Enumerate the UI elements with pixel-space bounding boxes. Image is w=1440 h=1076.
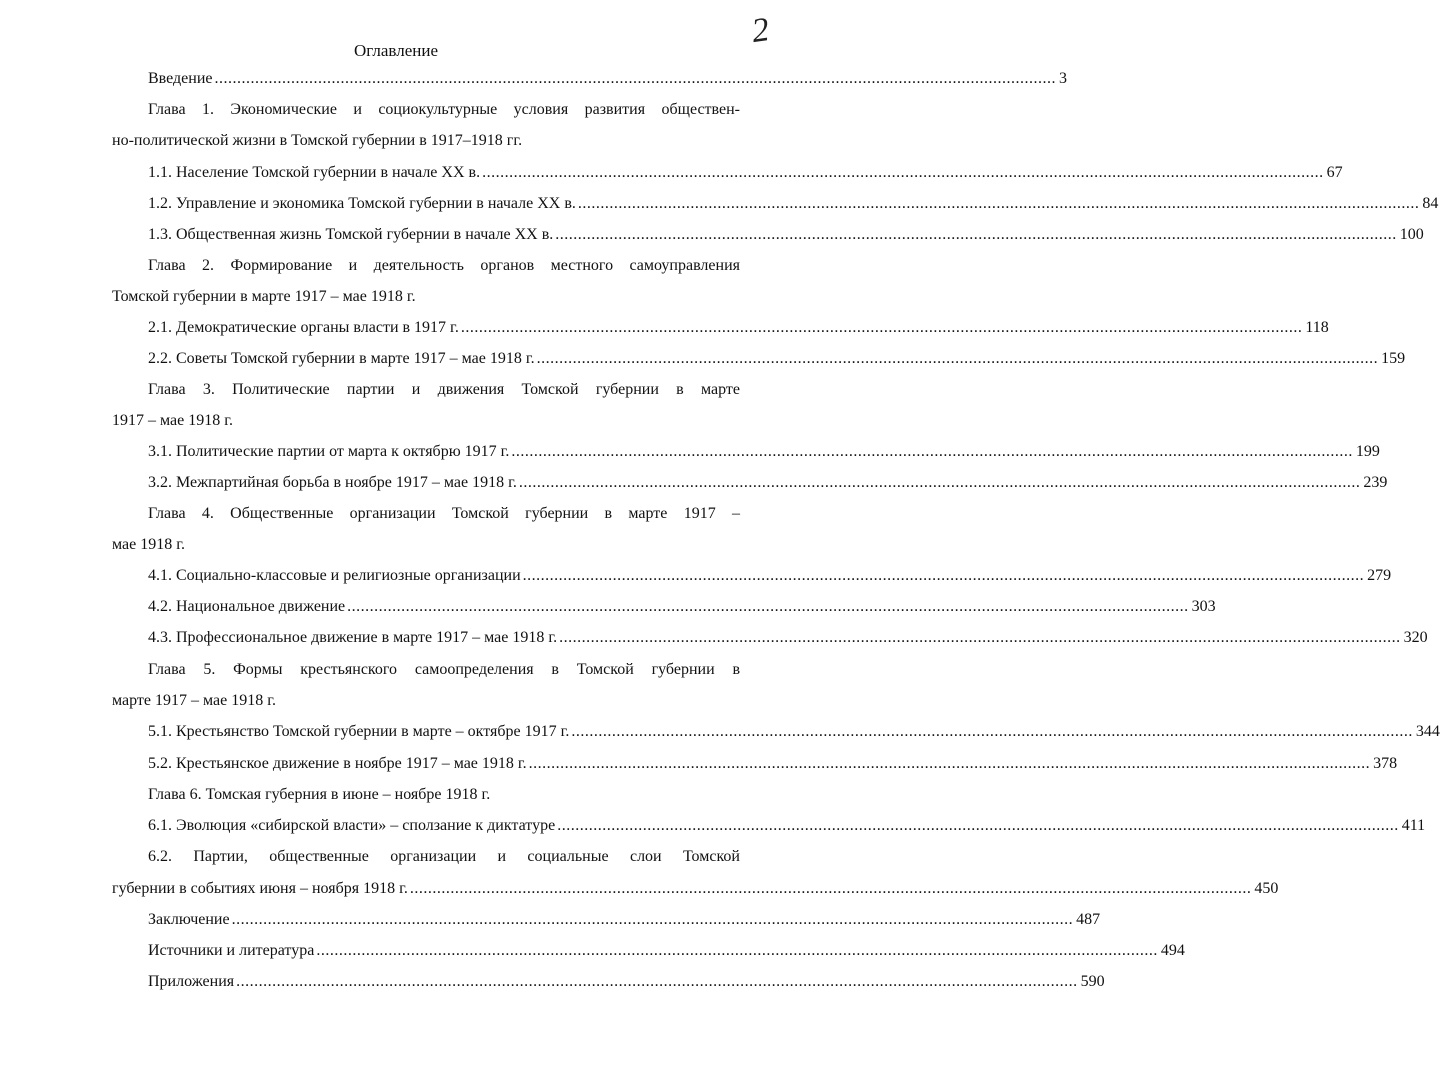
toc-entry-page: 590 bbox=[1080, 973, 1105, 990]
toc-leader-dots: ........................................................................................................................................................................................... bbox=[555, 226, 1397, 243]
toc-entry-page: 239 bbox=[1363, 474, 1388, 491]
toc-leader-dots: ........................................................................................................................................................................................... bbox=[518, 474, 1361, 491]
toc-leader-dots: ........................................................................................................................................................................................... bbox=[214, 70, 1056, 87]
toc-entry-4-1 bbox=[148, 567, 1392, 585]
toc-leader-dots: ........................................................................................................................................................................................... bbox=[460, 319, 1303, 336]
toc-chapter-2-line2: Томской губернии в марте 1917 – мае 1918 г. bbox=[112, 288, 416, 305]
toc-entry-5-2 bbox=[148, 755, 1398, 773]
toc-entry-6-2-line1: 6.2. Партии, общественные организации и социальные слои Томской bbox=[148, 848, 740, 865]
toc-leader-dots: ........................................................................................................................................................................................... bbox=[482, 164, 1324, 181]
toc-entry-page: 100 bbox=[1399, 226, 1424, 243]
toc-entry-label: 2.2. Советы Томской губернии в марте 1917 – мае 1918 г. bbox=[148, 350, 535, 367]
toc-entry-page: 411 bbox=[1401, 817, 1426, 834]
toc-entry-page: 378 bbox=[1373, 755, 1398, 772]
toc-entry-label: 4.3. Профессиональное движение в марте 1917 – мае 1918 г. bbox=[148, 629, 558, 646]
toc-leader-dots: ........................................................................................................................................................................................... bbox=[557, 817, 1399, 834]
page-number: 2 bbox=[749, 11, 772, 51]
toc-chapter-1-line2: но-политической жизни в Томской губернии в 1917–1918 гг. bbox=[112, 132, 523, 149]
toc-chapter-5-line1: Глава 5. Формы крестьянского самоопределения в Томской губернии в bbox=[148, 661, 740, 678]
toc-entry-label: 1.2. Управление и экономика Томской губернии в начале XX в. bbox=[148, 195, 576, 212]
toc-leader-dots: ........................................................................................................................................................................................... bbox=[347, 598, 1189, 615]
toc-entry-appendices bbox=[148, 973, 1105, 991]
toc-entry-label: 4.1. Социально-классовые и религиозные организации bbox=[148, 567, 521, 584]
toc-entry-label: 5.2. Крестьянское движение в ноябре 1917 – мае 1918 г. bbox=[148, 755, 527, 772]
toc-entry-4-2 bbox=[148, 598, 1216, 616]
toc-entry-intro bbox=[148, 70, 1067, 88]
toc-entry-6-2 bbox=[112, 880, 1279, 898]
toc-entry-2-1 bbox=[148, 319, 1329, 337]
toc-entry-label: 3.1. Политические партии от марта к октябрю 1917 г. bbox=[148, 443, 510, 460]
toc-entry-page: 84 bbox=[1422, 195, 1439, 212]
toc-chapter-2-line1: Глава 2. Формирование и деятельность органов местного самоуправления bbox=[148, 257, 740, 274]
toc-entry-label: губернии в событиях июня – ноября 1918 г. bbox=[112, 880, 408, 897]
toc-entry-1-2 bbox=[148, 195, 1439, 213]
toc-entry-5-1 bbox=[148, 723, 1440, 741]
page-title: Оглавление bbox=[354, 41, 438, 60]
toc-entry-label: 4.2. Национальное движение bbox=[148, 598, 346, 615]
toc-entry-page: 3 bbox=[1059, 70, 1067, 87]
toc-entry-label: 1.3. Общественная жизнь Томской губернии в начале XX в. bbox=[148, 226, 554, 243]
toc-chapter-5-line2: марте 1917 – мае 1918 г. bbox=[112, 692, 276, 709]
toc-leader-dots: ........................................................................................................................................................................................... bbox=[409, 880, 1252, 897]
toc-entry-page: 303 bbox=[1191, 598, 1216, 615]
toc-entry-page: 199 bbox=[1355, 443, 1380, 460]
toc-entry-page: 118 bbox=[1305, 319, 1329, 336]
toc-chapter-3-line2: 1917 – мае 1918 г. bbox=[112, 412, 233, 429]
toc-entry-label: 1.1. Население Томской губернии в начале XX в. bbox=[148, 164, 481, 181]
toc-leader-dots: ........................................................................................................................................................................................... bbox=[559, 629, 1401, 646]
toc-entry-sources bbox=[148, 942, 1185, 960]
toc-leader-dots: ........................................................................................................................................................................................... bbox=[522, 567, 1365, 584]
toc-entry-page: 67 bbox=[1326, 164, 1343, 181]
toc-leader-dots: ........................................................................................................................................................................................... bbox=[528, 755, 1371, 772]
toc-entry-label: 2.1. Демократические органы власти в 1917 г. bbox=[148, 319, 459, 336]
toc-entry-page: 450 bbox=[1254, 880, 1279, 897]
toc-entry-label: Источники и литература bbox=[148, 942, 315, 959]
toc-entry-page: 494 bbox=[1160, 942, 1185, 959]
toc-entry-6-1 bbox=[148, 817, 1426, 835]
toc-leader-dots: ........................................................................................................................................................................................... bbox=[571, 723, 1413, 740]
toc-entry-page: 487 bbox=[1076, 911, 1101, 928]
toc-entry-page: 320 bbox=[1403, 629, 1428, 646]
toc-entry-label: 5.1. Крестьянство Томской губернии в марте – октябре 1917 г. bbox=[148, 723, 570, 740]
toc-chapter-1-line1: Глава 1. Экономические и социокультурные условия развития обществен- bbox=[148, 101, 740, 118]
toc-entry-3-1 bbox=[148, 443, 1380, 461]
toc-entry-label: Заключение bbox=[148, 911, 230, 928]
toc-entry-1-1 bbox=[148, 164, 1343, 182]
toc-entry-3-2 bbox=[148, 474, 1388, 492]
toc-chapter-4-line2: мае 1918 г. bbox=[112, 536, 185, 553]
toc-entry-page: 279 bbox=[1367, 567, 1392, 584]
toc-entry-page: 344 bbox=[1415, 723, 1440, 740]
toc-leader-dots: ........................................................................................................................................................................................... bbox=[236, 973, 1078, 990]
toc-entry-label: Приложения bbox=[148, 973, 235, 990]
toc-entry-label: 6.1. Эволюция «сибирской власти» – сползание к диктатуре bbox=[148, 817, 556, 834]
toc-chapter-3-line1: Глава 3. Политические партии и движения Томской губернии в марте bbox=[148, 381, 740, 398]
toc-leader-dots: ........................................................................................................................................................................................... bbox=[316, 942, 1158, 959]
toc-chapter-6: Глава 6. Томская губерния в июне – ноябре 1918 г. bbox=[148, 786, 491, 803]
toc-entry-2-2 bbox=[148, 350, 1406, 368]
toc-entry-conclusion bbox=[148, 911, 1101, 929]
toc-entry-1-3 bbox=[148, 226, 1424, 244]
toc-entry-page: 159 bbox=[1381, 350, 1406, 367]
toc-entry-label: 3.2. Межпартийная борьба в ноябре 1917 – мае 1918 г. bbox=[148, 474, 517, 491]
toc-leader-dots: ........................................................................................................................................................................................... bbox=[577, 195, 1420, 212]
toc-entry-label: Введение bbox=[148, 70, 213, 87]
toc-leader-dots: ........................................................................................................................................................................................... bbox=[536, 350, 1379, 367]
toc-leader-dots: ........................................................................................................................................................................................... bbox=[511, 443, 1353, 460]
toc-leader-dots: ........................................................................................................................................................................................... bbox=[231, 911, 1074, 928]
toc-entry-4-3 bbox=[148, 629, 1428, 647]
toc-chapter-4-line1: Глава 4. Общественные организации Томской губернии в марте 1917 – bbox=[148, 505, 740, 522]
